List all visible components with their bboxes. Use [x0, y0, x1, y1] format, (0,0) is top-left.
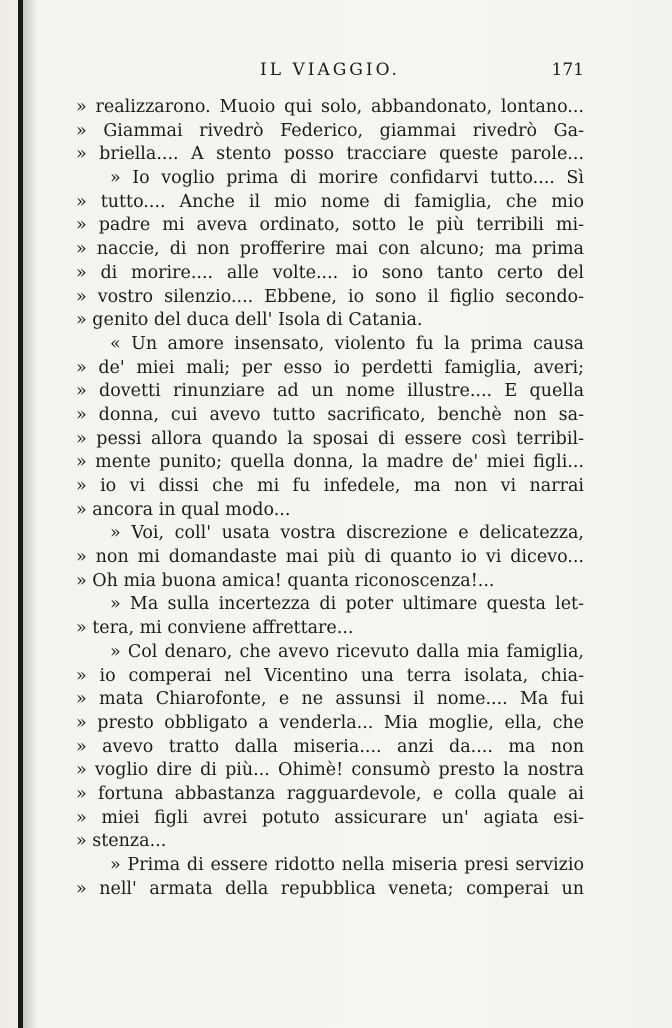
text-line: » Prima di essere ridotto nella miseria presi servizio	[110, 855, 584, 875]
text-line: » mata Chiarofonte, e ne assunsi il nome.... Ma fui	[76, 689, 584, 710]
text-line: » nell' armata della repubblica veneta; comperai un	[76, 878, 584, 899]
text-line: » non mi domandaste mai più di quanto io vi dicevo...	[76, 547, 584, 568]
text-line: » padre mi aveva ordinato, sotto le più terribili mi-	[76, 215, 584, 236]
text-line: » io vi dissi che mi fu infedele, ma non vi narrai	[76, 476, 584, 496]
text-line: » Col denaro, che avevo ricevuto dalla mia famiglia,	[110, 641, 584, 662]
text-line: » presto obbligato a venderla... Mia moglie, ella, che	[76, 712, 584, 733]
text-line: » donna, cui avevo tutto sacrificato, benchè non sa-	[76, 404, 584, 425]
running-title: IL VIAGGIO.	[260, 60, 400, 80]
text-line: » de' miei mali; per esso io perdetti famiglia, averi;	[76, 357, 584, 378]
text-line: » tera, mi conviene affrettare...	[76, 618, 354, 639]
text-line: » vostro silenzio.... Ebbene, io sono il figlio secondo-	[76, 286, 584, 307]
text-line: » miei figli avrei potuto assicurare un' agiata esi-	[76, 807, 584, 828]
text-line: » mente punito; quella donna, la madre de' miei figli...	[76, 452, 584, 473]
text-line: « Un amore insensato, violento fu la prima causa	[110, 333, 584, 354]
text-line: » tutto.... Anche il mio nome di famiglia, che mio	[76, 191, 584, 212]
page-number: 171	[551, 60, 584, 80]
body-text	[76, 96, 584, 901]
text-line: » Oh mia buona amica! quanta riconoscenza!...	[76, 570, 495, 591]
text-line: » voglio dire di più... Ohimè! consumò presto la nostra	[76, 760, 584, 781]
text-line: » naccie, di non profferire mai con alcuno; ma prima	[76, 239, 584, 260]
text-line: » avevo tratto dalla miseria.... anzi da.... ma non	[76, 736, 584, 757]
text-line: » Io voglio prima di morire confidarvi tutto.... Sì	[110, 168, 584, 189]
binding-shadow	[23, 0, 37, 1028]
text-line: » io comperai nel Vicentino una terra isolata, chia-	[76, 665, 584, 686]
text-line: » ancora in qual modo...	[76, 499, 291, 520]
text-line: » di morire.... alle volte.... io sono tanto certo del	[76, 262, 584, 283]
text-line: » fortuna abbastanza ragguardevole, e colla quale ai	[76, 783, 584, 804]
text-line: » pessi allora quando la sposai di essere così terribil-	[76, 428, 584, 449]
text-line: » genito del duca dell' Isola di Catania.	[76, 310, 423, 331]
text-line: » Ma sulla incertezza di poter ultimare questa let-	[110, 594, 584, 615]
text-line: » Giammai rivedrò Federico, giammai rivedrò Ga-	[76, 120, 584, 141]
text-line: » briella.... A stento posso tracciare queste parole...	[76, 144, 584, 165]
text-line: » stenza...	[76, 831, 167, 852]
text-line: » Voi, coll' usata vostra discrezione e delicatezza,	[110, 523, 584, 544]
page-header	[76, 60, 584, 86]
text-line: » realizzarono. Muoio qui solo, abbandonato, lontano...	[76, 97, 584, 117]
text-line: » dovetti rinunziare ad un nome illustre.... E quella	[76, 381, 584, 402]
